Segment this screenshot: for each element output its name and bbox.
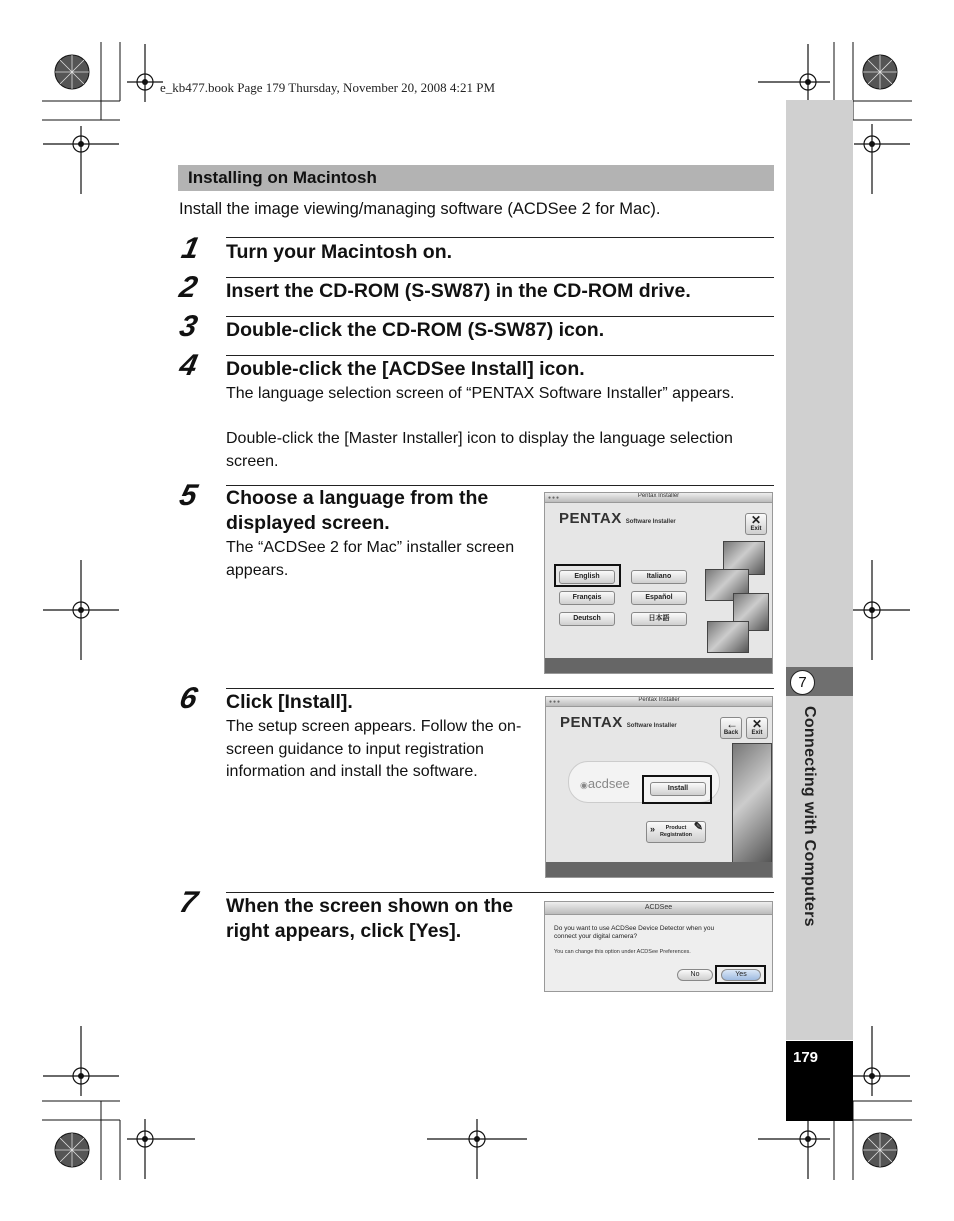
- step-title: Turn your Macintosh on.: [226, 241, 453, 263]
- chapter-title: Connecting with Computers: [801, 706, 818, 927]
- step-title-line: Choose a language from the: [226, 487, 489, 509]
- step-number: 5: [176, 479, 201, 512]
- language-button-espanol[interactable]: Español: [631, 591, 687, 605]
- highlight-frame: [715, 965, 766, 984]
- window-title: Pentax Installer: [638, 697, 680, 703]
- brand-subtitle: Software Installer: [626, 723, 677, 729]
- step-description: The setup screen appears. Follow the on-screen guidance to input registration information and install the software.: [226, 718, 522, 780]
- window-controls-icon: ●●●: [548, 495, 561, 501]
- acdsee-installer-screenshot: [545, 696, 773, 878]
- page-number: 179: [793, 1049, 819, 1066]
- step-title: Click [Install].: [226, 691, 353, 713]
- step-divider: [226, 237, 774, 238]
- back-button[interactable]: [720, 717, 742, 739]
- step-divider: [226, 688, 774, 689]
- exit-button[interactable]: [745, 513, 767, 535]
- exit-label: Exit: [750, 526, 762, 532]
- language-button-italiano[interactable]: Italiano: [631, 570, 687, 584]
- back-label: Back: [723, 730, 739, 736]
- exit-button[interactable]: [746, 717, 768, 739]
- step-number: 2: [176, 271, 201, 304]
- step-number: 1: [178, 232, 203, 265]
- language-button-english[interactable]: English: [559, 570, 615, 584]
- chapter-number: 7: [790, 670, 815, 695]
- window-footer: [546, 862, 772, 877]
- eye-icon: ◉: [580, 780, 588, 790]
- step-divider: [226, 316, 774, 317]
- window-footer: [545, 658, 772, 673]
- exit-label: Exit: [751, 730, 763, 736]
- intro-text: Install the image viewing/managing software (ACDSee 2 for Mac).: [179, 200, 661, 218]
- step-divider: [226, 277, 774, 278]
- brand-name: PENTAX: [560, 714, 623, 731]
- product-registration-label: Product: [665, 825, 687, 831]
- acdsee-dialog-screenshot: [544, 901, 773, 992]
- step-title-line: right appears, click [Yes].: [226, 920, 462, 942]
- step-title-line: displayed screen.: [226, 512, 390, 534]
- pentax-logo: [560, 714, 677, 731]
- pencil-icon: ✎: [693, 821, 703, 833]
- dialog-note: You can change this option under ACDSee Preferences.: [554, 949, 691, 955]
- running-header: e_kb477.book Page 179 Thursday, November 20, 2008 4:21 PM: [160, 80, 496, 95]
- dialog-question: [554, 925, 714, 941]
- window-titlebar: [545, 493, 772, 503]
- window-title: Pentax Installer: [637, 493, 680, 499]
- sample-photo: [707, 621, 749, 653]
- no-button[interactable]: No: [677, 969, 713, 981]
- brand-name: PENTAX: [559, 510, 622, 527]
- dialog-title: ACDSee: [644, 904, 673, 911]
- step-divider: [226, 355, 774, 356]
- acdsee-logo: [580, 776, 630, 791]
- acdsee-logo-text: acdsee: [587, 776, 630, 791]
- dialog-question-line: connect your digital camera?: [554, 933, 638, 940]
- double-chevron-icon: »: [650, 824, 656, 834]
- close-icon: ✕: [751, 513, 762, 527]
- step-title: Double-click the CD-ROM (S-SW87) icon.: [226, 319, 605, 341]
- section-heading: [178, 165, 774, 191]
- step-description: Double-click the [Master Installer] icon to display the language selection screen.: [226, 430, 733, 470]
- step-title-line: When the screen shown on the: [226, 895, 514, 917]
- step-divider: [226, 892, 774, 893]
- yes-button[interactable]: Yes: [721, 969, 761, 981]
- language-button-japanese[interactable]: 日本語: [631, 612, 687, 626]
- step-title: Double-click the [ACDSee Install] icon.: [226, 358, 585, 380]
- window-titlebar: [546, 697, 772, 707]
- back-arrow-icon: ←: [726, 717, 738, 731]
- dialog-question-line: Do you want to use ACDSee Device Detector when you: [554, 925, 715, 932]
- step-description: The language selection screen of “PENTAX Software Installer” appears.: [226, 385, 735, 402]
- install-button[interactable]: Install: [650, 782, 706, 796]
- step-title: Insert the CD-ROM (S-SW87) in the CD-ROM drive.: [226, 280, 691, 302]
- dialog-titlebar: [545, 902, 772, 915]
- product-registration-label: Registration: [659, 832, 693, 838]
- close-icon: ✕: [752, 717, 763, 731]
- chapter-side-tab: [786, 100, 853, 1040]
- language-button-francais[interactable]: Français: [559, 591, 615, 605]
- section-title: Installing on Macintosh: [188, 168, 377, 187]
- sample-photo-strip: [732, 743, 772, 863]
- window-controls-icon: ●●●: [549, 699, 562, 705]
- brand-subtitle: Software Installer: [625, 519, 676, 525]
- step-number: 7: [176, 886, 201, 919]
- language-button-deutsch[interactable]: Deutsch: [559, 612, 615, 626]
- step-number: 6: [176, 682, 201, 715]
- product-registration-button[interactable]: [646, 821, 706, 843]
- step-number: 3: [176, 310, 201, 343]
- highlight-frame: [642, 775, 712, 804]
- highlight-frame: [554, 564, 621, 587]
- pentax-logo: [559, 510, 676, 527]
- step-description: The “ACDSee 2 for Mac” installer screen appears.: [226, 539, 515, 579]
- step-number: 4: [176, 349, 201, 382]
- language-selection-screenshot: [544, 492, 773, 674]
